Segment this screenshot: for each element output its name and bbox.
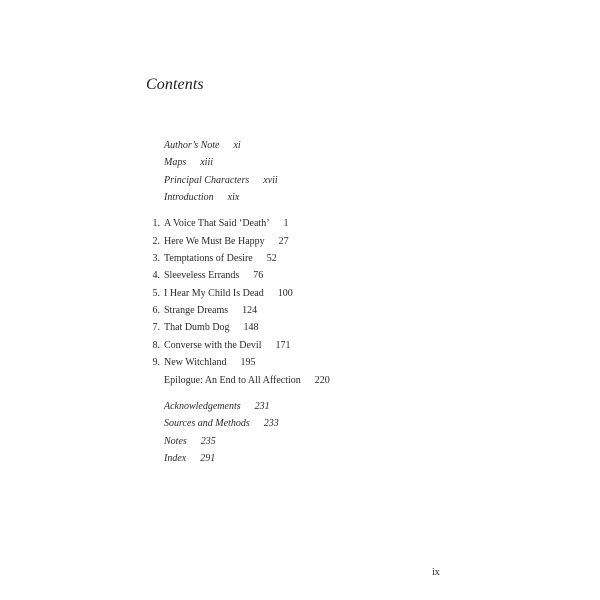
chapter-title: Strange Dreams xyxy=(164,305,229,316)
chapter-number: 3. xyxy=(152,253,160,264)
toc-chapter-3 xyxy=(152,253,277,265)
toc-entry-title: Maps xyxy=(164,157,187,168)
chapter-page: 171 xyxy=(275,340,291,351)
chapter-page: 148 xyxy=(243,322,259,333)
chapter-title: Here We Must Be Happy xyxy=(164,236,265,247)
chapter-title: That Dumb Dog xyxy=(164,322,230,333)
chapter-page: 27 xyxy=(278,236,289,247)
toc-entry-sources-and-methods xyxy=(164,418,279,430)
chapter-number: 9. xyxy=(152,357,160,368)
toc-entry-notes xyxy=(164,436,216,448)
toc-entry-acknowledgements xyxy=(164,401,270,413)
toc-entry-maps xyxy=(164,157,213,169)
toc-entry-page: xiii xyxy=(200,157,214,168)
chapter-page: 220 xyxy=(314,375,330,386)
toc-entry-title: Sources and Methods xyxy=(164,418,250,429)
toc-entry-title: Introduction xyxy=(164,192,214,203)
chapter-number: 1. xyxy=(152,218,160,229)
toc-entry-page: xix xyxy=(227,192,240,203)
chapter-page: 100 xyxy=(277,288,293,299)
toc-entry-title: Index xyxy=(164,453,187,464)
chapter-number: 5. xyxy=(152,288,160,299)
chapter-number: 2. xyxy=(152,236,160,247)
chapter-title: A Voice That Said ‘Death’ xyxy=(164,218,270,229)
toc-entry-index xyxy=(164,453,215,465)
toc-chapter-9 xyxy=(152,357,256,369)
chapter-number: 7. xyxy=(152,322,160,333)
chapter-number: 6. xyxy=(152,305,160,316)
contents-heading: Contents xyxy=(146,76,204,93)
toc-entry-page: 231 xyxy=(254,401,270,412)
toc-entry-page: xvii xyxy=(263,175,278,186)
chapter-page: 1 xyxy=(283,218,289,229)
toc-entry-title: Acknowledgements xyxy=(164,401,241,412)
toc-entry-title: Notes xyxy=(164,436,187,447)
chapter-title: I Hear My Child Is Dead xyxy=(164,288,264,299)
chapter-page: 124 xyxy=(242,305,258,316)
toc-chapter-4 xyxy=(152,270,264,282)
toc-chapter-8 xyxy=(152,340,291,352)
toc-entry-authors-note xyxy=(164,140,241,152)
chapter-number: 4. xyxy=(152,270,160,281)
chapter-title: Epilogue: An End to All Affection xyxy=(164,375,301,386)
chapter-number: 8. xyxy=(152,340,160,351)
chapter-page: 76 xyxy=(253,270,264,281)
toc-entry-title: Author’s Note xyxy=(164,140,220,151)
toc-entry-principal-characters xyxy=(164,175,278,187)
chapter-page: 52 xyxy=(266,253,277,264)
toc-entry-title: Principal Characters xyxy=(164,175,250,186)
chapter-title: Converse with the Devil xyxy=(164,340,262,351)
chapter-title: New Witchland xyxy=(164,357,227,368)
toc-entry-page: xi xyxy=(233,140,241,151)
chapter-page: 195 xyxy=(240,357,256,368)
toc-entry-page: 235 xyxy=(200,436,216,447)
page-number: ix xyxy=(432,567,440,578)
toc-epilogue xyxy=(164,375,330,387)
chapter-title: Sleeveless Errands xyxy=(164,270,240,281)
toc-chapter-2 xyxy=(152,236,289,248)
toc-entry-page: 291 xyxy=(200,453,216,464)
toc-chapter-7 xyxy=(152,322,259,334)
toc-chapter-6 xyxy=(152,305,258,317)
chapter-title: Temptations of Desire xyxy=(164,253,253,264)
toc-chapter-5 xyxy=(152,288,293,300)
toc-chapter-1 xyxy=(152,218,289,230)
toc-entry-page: 233 xyxy=(263,418,279,429)
toc-entry-introduction xyxy=(164,192,239,204)
